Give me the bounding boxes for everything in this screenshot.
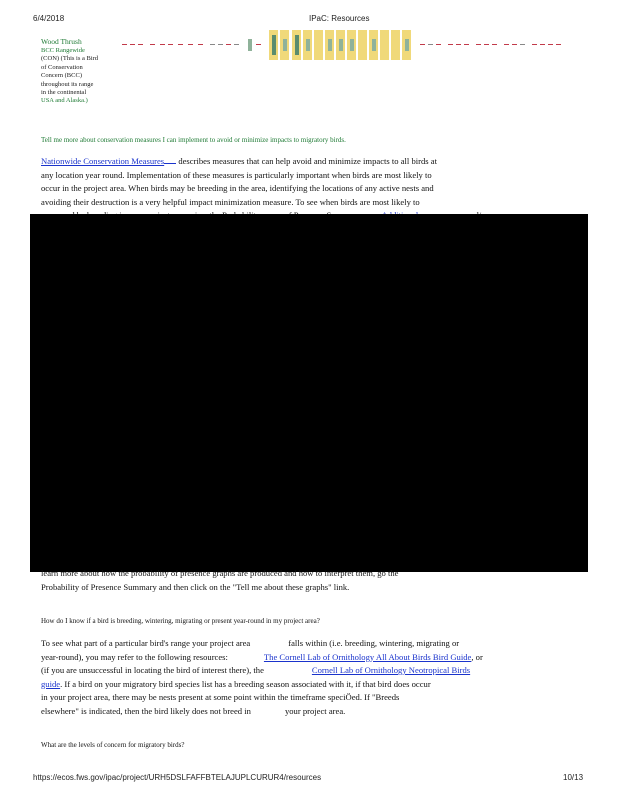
presence-block (248, 39, 252, 51)
species-note-line: Concern (BCC) (41, 72, 82, 80)
levels-of-concern-heading: What are the levels of concern for migratory birds? (41, 741, 185, 749)
week-tick (178, 44, 183, 45)
paragraph-text: any location year round. Implementation of these measures is particularly important when birds are most likely to (41, 169, 432, 180)
week-tick (512, 44, 517, 45)
presence-block (328, 39, 332, 51)
paragraph-text: your project area. (284, 705, 346, 716)
breeding-week (391, 30, 400, 60)
breeding-paragraph (41, 637, 591, 719)
week-tick (130, 44, 135, 45)
week-tick (484, 44, 489, 45)
week-tick (492, 44, 497, 45)
week-tick (464, 44, 469, 45)
week-tick (448, 44, 453, 45)
presence-block (350, 39, 354, 51)
paragraph-text: in your project area, there may be nests present at some point within the timeframe speciÖed. If "Breeds (41, 692, 400, 703)
paragraph-text: year-round), you may refer to the following resources: (41, 651, 228, 662)
nationwide-conservation-measures-link[interactable]: Nationwide Conservation Measures (41, 156, 165, 166)
species-label (41, 37, 123, 106)
all-about-birds-link[interactable]: The Cornell Lab of Ornithology All About Birds Bird Guide (263, 651, 472, 662)
week-tick (428, 44, 433, 45)
species-note-line: throughout its range (41, 80, 94, 88)
presence-block (283, 39, 287, 51)
paragraph-text: avoiding their destruction is a very helpful impact minimization measure. To see when birds are most likely to (41, 196, 420, 207)
probability-paragraph (41, 567, 581, 594)
week-tick (520, 44, 525, 45)
week-tick (556, 44, 561, 45)
presence-block (405, 39, 409, 51)
week-tick (226, 44, 231, 45)
week-tick (198, 44, 203, 45)
neotropical-birds-link-cont[interactable]: guide (41, 678, 61, 689)
week-tick (150, 44, 155, 45)
week-tick (548, 44, 553, 45)
week-tick (122, 44, 127, 45)
week-tick (234, 44, 239, 45)
breeding-week (380, 30, 389, 60)
probability-of-presence-bar (122, 30, 562, 60)
paragraph-text: Probability of Presence Summary and then click on the "Tell me about these graphs" link. (41, 581, 350, 592)
paragraph-text: elsewhere" is indicated, then the bird likely does not breed in (41, 705, 251, 716)
presence-block (372, 39, 376, 51)
species-note-line: of Conservation (41, 63, 83, 71)
week-tick (160, 44, 165, 45)
paragraph-text: . If a bird on your migratory bird species list has a breeding season associated with it, if that bird does occur (60, 678, 431, 689)
species-status[interactable]: BCC Rangewide (41, 47, 85, 54)
week-tick (532, 44, 537, 45)
breeding-week (358, 30, 367, 60)
breeding-week (314, 30, 323, 60)
presence-block (295, 35, 299, 55)
neotropical-birds-link[interactable]: Cornell Lab of Ornithology Neotropical Birds (311, 665, 471, 676)
breeding-question-heading: How do I know if a bird is breeding, wintering, migrating or present year-round in my project area? (41, 617, 320, 625)
page-url: https://ecos.fws.gov/ipac/project/URH5DSLFAFFBTELAJUPLCURUR4/resources (33, 773, 322, 782)
week-tick (456, 44, 461, 45)
species-note-line: (CON) (This is a Bird (41, 55, 99, 63)
species-name[interactable]: Wood Thrush (41, 37, 82, 46)
paragraph-text: (if you are unsuccessful in locating the bird of interest there), the (41, 665, 264, 676)
week-tick (540, 44, 545, 45)
print-date: 6/4/2018 (33, 14, 65, 23)
species-note-line: in the continental (41, 89, 87, 97)
conservation-paragraph (41, 155, 581, 223)
paragraph-text: learn more about how the probability of presence graphs are produced and how to interpret them, go the (41, 568, 399, 578)
presence-block (272, 35, 276, 55)
week-tick (436, 44, 441, 45)
paragraph-text: falls within (i.e. breeding, wintering, migrating or (288, 638, 460, 648)
paragraph-text: occur in the project area. When birds may be breeding in the area, identifying the locations of any active nests and (41, 183, 434, 194)
species-note-line: USA and Alaska.) (41, 97, 88, 105)
week-tick (210, 44, 215, 45)
week-tick (138, 44, 143, 45)
conservation-measures-heading[interactable]: Tell me more about conservation measures I can implement to avoid or minimize impacts to migratory birds. (41, 136, 346, 144)
redaction-block (30, 214, 588, 572)
paragraph-text: describes measures that can help avoid and minimize impacts to all birds at (178, 156, 438, 166)
week-tick (476, 44, 481, 45)
print-page-title: IPaC: Resources (309, 14, 370, 23)
week-tick (504, 44, 509, 45)
week-tick (168, 44, 173, 45)
presence-block (339, 39, 343, 51)
week-tick (256, 44, 261, 45)
week-tick (420, 44, 425, 45)
week-tick (218, 44, 223, 45)
presence-block (306, 39, 310, 51)
page-number: 10/13 (563, 773, 584, 782)
paragraph-text: , or (471, 651, 483, 662)
paragraph-text: To see what part of a particular bird's range your project area (41, 638, 251, 648)
week-tick (188, 44, 193, 45)
